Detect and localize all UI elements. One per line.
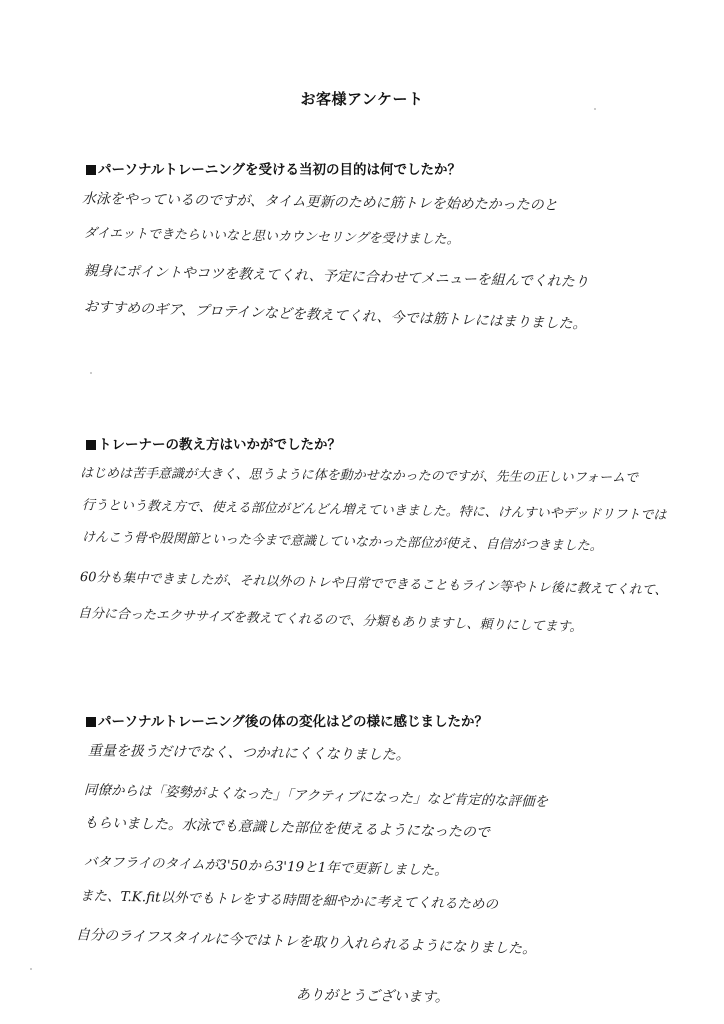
question-heading-purpose [86, 158, 461, 178]
square-bullet-icon [86, 440, 96, 450]
answer-line: 同僚からは「姿勢がよくなった」「アクティブになった」など肯定的な評価を [83, 782, 549, 811]
answer-line: 重量を扱うだけでなく、つかれにくくなりました。 [87, 743, 410, 764]
scan-speck [90, 372, 92, 374]
answer-line: けんこう骨や股関節といった今まで意識していなかった部位が使え、自信がつきました。 [81, 530, 603, 555]
answer-line: 60分も集中できましたが、それ以外のトレや日常でできることもライン等やトレ後に教えてくれて、 [79, 570, 668, 599]
answer-line: 親身にポイントやコツを教えてくれ、予定に合わせてメニューを組んでくれたり [83, 263, 589, 291]
answer-line: バタフライのタイムが3'50から3'19と1年で更新しました。 [83, 854, 448, 879]
answer-line: ダイエットできたらいいなと思いカウンセリングを受けました。 [83, 226, 460, 248]
scan-speck [594, 108, 596, 110]
answer-line: 行うという教え方で、使える部位がどんどん増えていきました。特に、けんすいやデッドリフトでは [81, 498, 667, 524]
question-text: パーソナルトレーニング後の体の変化はどの様に感じましたか？ [98, 714, 489, 730]
question-heading-teaching [86, 433, 341, 453]
answer-line: 水泳をやっているのですが、タイム更新のために筋トレを始めたかったのと [81, 191, 558, 214]
page-title: お客様アンケート [300, 90, 424, 108]
question-text: パーソナルトレーニングを受ける当初の目的は何でしたか？ [98, 162, 462, 178]
square-bullet-icon [86, 717, 96, 727]
answer-line: はじめは苦手意識が大きく、思うように体を動かせなかったのですが、先生の正しいフォームで [79, 466, 639, 486]
answer-line: また、T.K.fit以外でもトレをする時間を細やかに考えてくれるための [79, 888, 499, 913]
answer-line: おすすめのギア、プロテインなどを教えてくれ、今では筋トレにはまりました。 [83, 299, 587, 333]
question-text: トレーナーの教え方はいかがでしたか？ [98, 437, 341, 453]
scan-speck [30, 968, 32, 970]
square-bullet-icon [86, 165, 96, 175]
answer-line: 自分に合ったエクササイズを教えてくれるので、分類もありますし、頼りにしてます。 [77, 606, 583, 636]
answer-line: ありがとうございます。 [295, 987, 449, 1006]
question-heading-body-change [86, 710, 488, 730]
answer-line: もらいました。水泳でも意識した部位を使えるようになったので [83, 815, 491, 841]
answer-line: 自分のライフスタイルに今ではトレを取り入れられるようになりました。 [75, 927, 537, 958]
